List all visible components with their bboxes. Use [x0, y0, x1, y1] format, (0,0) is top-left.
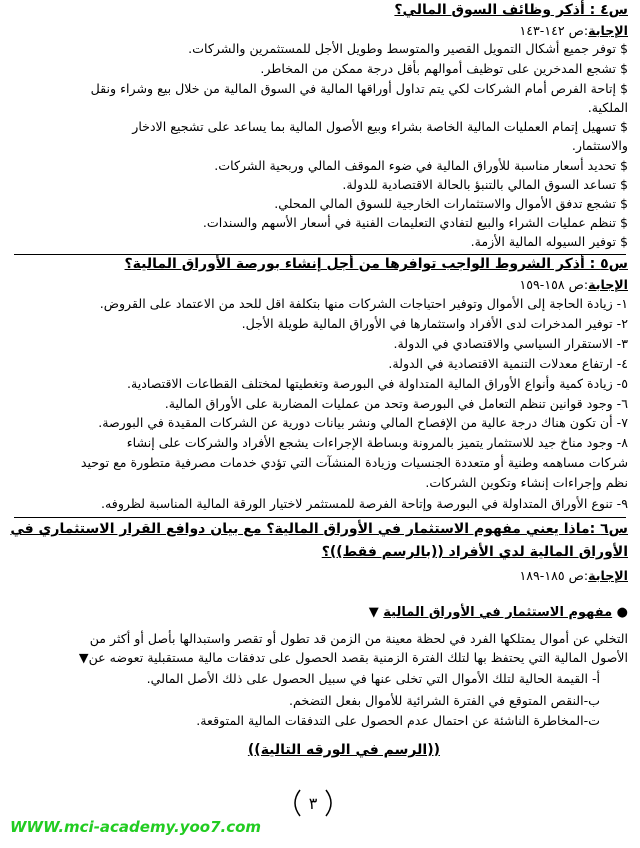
parenthesis-frame-icon	[290, 788, 336, 818]
q4-item: $ تنظم عمليات الشراء والبيع لتفادي التعليمات الفنية في أسعار الأسهم والسندات.	[202, 215, 628, 230]
triangle-down-icon: ▼	[78, 650, 89, 665]
q6-body-text: الأصول المالية التي يحتفظ بها لتلك الفترة الزمنية بقصد الحصول على تدفقات مالية مستقبلية تعوضه عن	[88, 650, 628, 665]
page-number-value: ٣	[308, 793, 318, 813]
q5-answer-line	[10, 276, 628, 293]
answer-pages: :ص ١٨٥-١٨٩	[519, 568, 589, 583]
q4-item-continuation: والاستثمار.	[571, 138, 628, 153]
q5-item-continuation: شركات مساهمه وطنية أو متعددة الجنسيات وزيادة المنشآت التي تؤدي خدمات مصرفية متطورة مع توحيد	[80, 455, 628, 470]
q5-item: ٩- تنوع الأوراق المتداولة في البورصة وإتاحة الفرصة للمستثمر لاختيار الورقة المالية المناسبة لظروفه.	[101, 496, 628, 511]
q6-body-line	[10, 649, 628, 666]
answer-label: الإجابة	[588, 23, 628, 38]
page-number	[290, 788, 336, 818]
q6-answer-line	[10, 567, 628, 584]
answer-pages: :ص ١٤٢-١٤٣	[519, 23, 589, 38]
q6-subheading: مفهوم الاستثمار في الأوراق المالية	[383, 605, 613, 620]
answer-label: الإجابة	[588, 277, 628, 292]
q4-item: $ تشجع المدخرين على توظيف أموالهم بأقل درجة ممكن من المخاطر.	[260, 61, 628, 76]
answer-pages: :ص ١٥٨-١٥٩	[519, 277, 589, 292]
q5-item: ٧- أن تكون هناك درجة عالية من الإفصاح المالي ونشر بيانات دورية عن الشركات المقيدة في البورصة.	[98, 415, 628, 430]
q5-item: ٣- الاستقرار السياسي والاقتصادي في الدولة.	[393, 336, 628, 351]
q5-item: ٥- زيادة كمية وأنواع الأوراق المالية المتداولة في البورصة وتغطيتها لمختلف القطاعات الاقتصادية.	[127, 376, 628, 391]
q5-item: ٨- وجود مناخ جيد للاستثمار يتميز بالمرونة وبساطة الإجراءات يشجع الأفراد والشركات على إنشاء	[126, 435, 628, 450]
q4-title: س٤ : أذكر وظائف السوق المالي؟	[394, 2, 628, 18]
q4-item-continuation: الملكية.	[587, 100, 628, 115]
q4-item: $ تشجع تدفق الأموال والاستثمارات الخارجية للسوق المالي المحلي.	[274, 196, 628, 211]
q6-motive-c: ت-المخاطرة الناشئة عن احتمال عدم الحصول على التدفقات المالية المتوقعة.	[196, 713, 600, 728]
q6-body-line: التخلي عن أموال يمتلكها الفرد في لحظة معينة من الزمن قد تطول أو تقصر واستبدالها بأصل أو أكثر من	[89, 631, 628, 646]
q5-item: ١- زيادة الحاجة إلى الأموال وتوفير احتياجات الشركات منها بتكلفة اقل للحد من الاعتماد على القروض.	[99, 296, 628, 311]
q6-see-next: ((الرسم في الورقه التالية))	[247, 742, 440, 758]
triangle-down-icon: ▼	[368, 605, 379, 620]
q5-item-continuation: نظم وإجراءات إنشاء وتكوين الشركات.	[425, 475, 628, 490]
q6-motive-b: ب-النقص المتوقع في الفترة الشرائية للأموال بفعل التضخم.	[289, 693, 600, 708]
q6-title-line2: الأوراق المالية لدي الأفراد ((بالرسم فقط))؟	[321, 544, 628, 560]
q6-subheading-line	[10, 604, 628, 621]
q5-title: س٥ : أذكر الشروط الواجب توافرها من أجل إنشاء بورصة الأوراق المالية؟	[124, 256, 628, 272]
section-divider	[14, 254, 626, 255]
q4-item: $ تحديد أسعار مناسبة للأوراق المالية في ضوء الموقف المالي وربحية الشركات.	[214, 158, 628, 173]
q4-item: $ تسهيل إتمام العمليات المالية الخاصة بشراء وبيع الأصول المالية بما يساعد على تشجيع الادخار	[132, 119, 628, 134]
q5-item: ٦- وجود قوانين تنظم التعامل في البورصة وتحد من عمليات المضاربة على الأوراق المالية.	[164, 396, 628, 411]
answer-label: الإجابة	[588, 568, 628, 583]
q6-motive-a: أ- القيمة الحالية لتلك الأموال التي تخلى عنها في سبيل الحصول على ذلك الأصل المالي.	[146, 671, 600, 686]
q5-item: ٢- توفير المدخرات لدى الأفراد واستثمارها في الأوراق المالية طويلة الأجل.	[241, 316, 628, 331]
q4-item: $ تساعد السوق المالي بالتنبؤ بالحالة الاقتصادية للدولة.	[342, 177, 628, 192]
q4-item: $ توفر جميع أشكال التمويل القصير والمتوسط وطويل الأجل للمستثمرين والشركات.	[188, 41, 628, 56]
q4-item: $ إتاحة الفرص أمام الشركات لكي يتم تداول أوراقها المالية في السوق المالية من خلال بيع وشراء ونقل	[90, 81, 628, 96]
q4-item: $ توفير السيوله المالية الأزمة.	[470, 234, 628, 249]
footer-url: WWW.mci-academy.yoo7.com	[10, 818, 262, 836]
q6-title-line1: س٦ :ماذا يعني مفهوم الاستثمار في الأوراق المالية؟ مع بيان دوافع القرار الاستثماري في	[10, 521, 628, 537]
q4-answer-line	[10, 22, 628, 39]
bullet-dot-icon: ●	[616, 605, 628, 620]
section-divider	[14, 517, 626, 518]
q5-item: ٤- ارتفاع معدلات التنمية الاقتصادية في الدولة.	[388, 356, 628, 371]
